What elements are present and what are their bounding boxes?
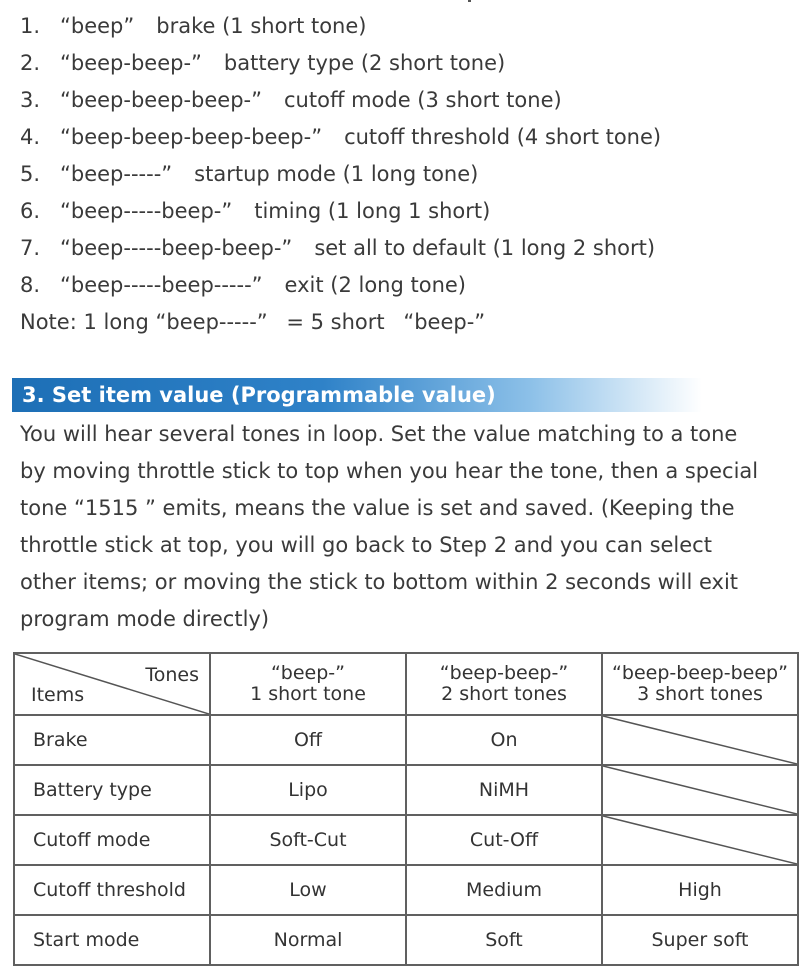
list-item-number: 8. (20, 273, 41, 297)
paragraph-line: by moving throttle stick to top when you hear the tone, then a special (20, 459, 759, 483)
list-item (20, 156, 800, 193)
empty-cell-diagonal (603, 716, 797, 764)
row-value-cell: NiMH (406, 765, 602, 815)
list-item-code: “beep-----beep-beep-” (60, 236, 293, 260)
list-item-code: “beep-----beep-----” (60, 273, 263, 297)
list-item-desc: cutoff mode (3 short tone) (284, 88, 562, 112)
paragraph-line: program mode directly) (20, 607, 270, 631)
empty-cell-diagonal (603, 816, 797, 864)
row-item-cell: Start mode (14, 915, 210, 965)
list-item-desc: timing (1 long 1 short) (254, 199, 491, 223)
list-item-code: “beep-beep-beep-beep-” (60, 125, 323, 149)
table-row (14, 715, 798, 765)
list-item-desc: startup mode (1 long tone) (194, 162, 479, 186)
row-value-cell: Low (210, 865, 406, 915)
row-value-cell: High (602, 865, 798, 915)
list-item (20, 267, 800, 304)
empty-cell-diagonal (603, 766, 797, 814)
table-row (14, 815, 798, 865)
empty-cell (602, 815, 798, 865)
list-item-number: 3. (20, 88, 41, 112)
list-item (20, 193, 800, 230)
row-value-cell: Soft-Cut (210, 815, 406, 865)
value-table (13, 652, 799, 966)
empty-cell (602, 715, 798, 765)
table-row (14, 865, 798, 915)
corner-tones-label: Tones (145, 664, 199, 686)
section-paragraph (20, 416, 795, 638)
list-item-number: 6. (20, 199, 41, 223)
row-value-cell: Soft (406, 915, 602, 965)
list-item-number: 7. (20, 236, 41, 260)
list-item-desc: cutoff threshold (4 short tone) (344, 125, 662, 149)
column-label: 3 short tones (637, 683, 763, 705)
note-equals: = 5 short (286, 310, 385, 334)
column-label: 2 short tones (441, 683, 567, 705)
table-header-cell (602, 653, 798, 715)
list-item-desc: battery type (2 short tone) (223, 51, 506, 75)
note-prefix: Note: 1 long (20, 310, 149, 334)
table-row (14, 915, 798, 965)
row-value-cell: On (406, 715, 602, 765)
paragraph-line: You will hear several tones in loop. Set the value matching to a tone (20, 422, 738, 446)
top-rule (0, 0, 800, 4)
section-title: 3. Set item value (Programmable value) (22, 383, 496, 407)
list-item-number: 5. (20, 162, 41, 186)
row-item-cell: Brake (14, 715, 210, 765)
paragraph-line: other items; or moving the stick to bottom within 2 seconds will exit (20, 570, 739, 594)
list-item-code: “beep” (60, 14, 135, 38)
column-code: “beep-beep-beep” (612, 662, 788, 684)
top-rule-mark (468, 0, 471, 2)
list-item-code: “beep-----” (60, 162, 173, 186)
column-label: 1 short tone (250, 683, 366, 705)
row-value-cell: Super soft (602, 915, 798, 965)
list-item-code: “beep-beep-beep-” (60, 88, 262, 112)
row-item-cell: Battery type (14, 765, 210, 815)
list-item (20, 230, 800, 267)
section-heading (12, 378, 702, 412)
list-item-code: “beep-----beep-” (60, 199, 233, 223)
list-item-number: 2. (20, 51, 41, 75)
list-item (20, 119, 800, 156)
column-code: “beep-” (270, 662, 346, 684)
column-code: “beep-beep-” (439, 662, 569, 684)
list-item-number: 4. (20, 125, 41, 149)
row-value-cell: Normal (210, 915, 406, 965)
row-item-cell: Cutoff threshold (14, 865, 210, 915)
paragraph-line: tone “1515 ” emits, means the value is set and saved. (Keeping the (20, 496, 735, 520)
tone-list (20, 8, 800, 341)
paragraph-line: throttle stick at top, you will go back to Step 2 and you can select (20, 533, 712, 557)
row-value-cell: Medium (406, 865, 602, 915)
list-item-desc: brake (1 short tone) (156, 14, 367, 38)
corner-items-label: Items (31, 684, 85, 706)
list-item (20, 45, 800, 82)
note-long-code: “beep-----” (155, 310, 268, 334)
note-line (20, 304, 800, 341)
table-corner-cell (14, 653, 210, 715)
table-header-cell (210, 653, 406, 715)
row-item-cell: Cutoff mode (14, 815, 210, 865)
row-value-cell: Cut-Off (406, 815, 602, 865)
row-value-cell: Off (210, 715, 406, 765)
list-item (20, 8, 800, 45)
list-item-code: “beep-beep-” (60, 51, 202, 75)
empty-cell (602, 765, 798, 815)
table-row (14, 765, 798, 815)
list-item-desc: exit (2 long tone) (284, 273, 466, 297)
row-value-cell: Lipo (210, 765, 406, 815)
list-item-desc: set all to default (1 long 2 short) (314, 236, 656, 260)
note-short-code: “beep-” (403, 310, 486, 334)
list-item (20, 82, 800, 119)
table-header-cell (406, 653, 602, 715)
list-item-number: 1. (20, 14, 41, 38)
table-header-row (14, 653, 798, 715)
